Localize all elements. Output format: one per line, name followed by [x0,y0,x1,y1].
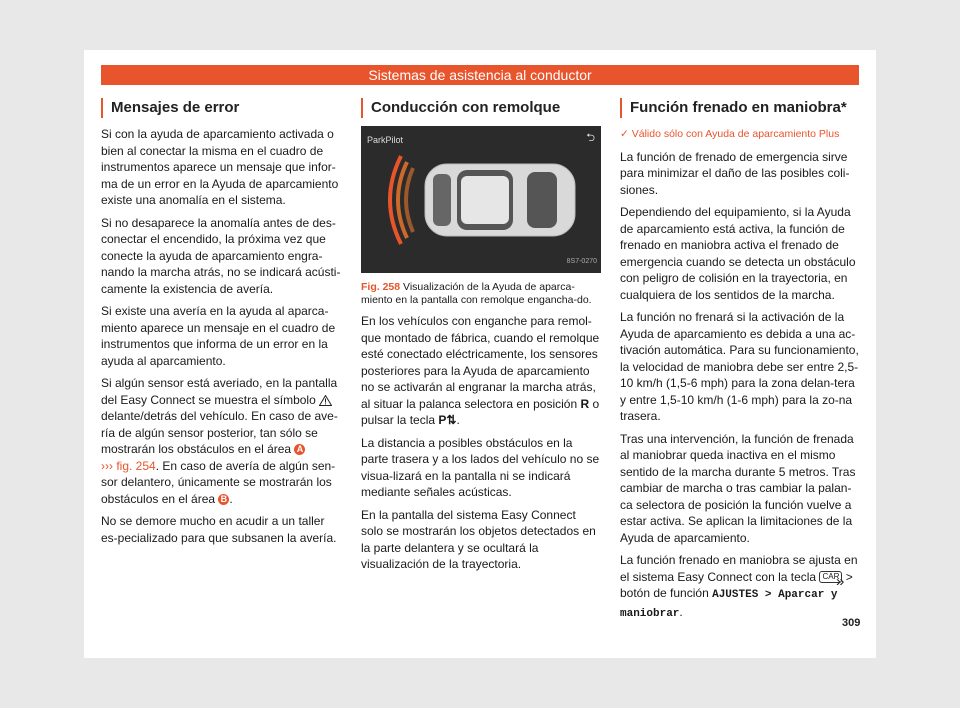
text: > botón de función [620,569,853,600]
car-top-view-illustration [361,126,601,273]
paragraph: Si con la ayuda de aparcamiento activada o bien al conectar la misma en el cuadro de instrumentos aparece un mensaje que infor-ma de un error en la Ayuda de aparcamiento existe una anomalía en el sistema. [101,127,339,207]
validity-note [620,126,860,143]
figure-caption [361,281,601,307]
figure-code: 8S7-0270 [566,257,597,265]
paragraph: La función no frenará si la activación de la Ayuda de aparcamiento es debida a una ac-tivación automática. Para su funcionamiento, la velocidad de maniobra debe ser entre 2,5-10 km/h (1,5-6 mph) para la zona delan-tera y entre 1,5-10 km/h (1-6 mph) para la zo-na trasera. [620,310,859,423]
text: o pulsar la tecla [361,396,600,427]
paragraph: La distancia a posibles obstáculos en la parte trasera y a los lados del vehículo no se visua-lizará en la pantalla ni se indicará mediante señales acústicas. [361,435,600,499]
warning-triangle-icon [319,395,332,406]
park-key-icon: P⇅ [438,413,457,427]
page-number: 309 [842,617,861,629]
figure-label: Fig. 258 [361,281,401,293]
paragraph: La función de frenado de emergencia sirve para minimizar el daño de las posibles coli-siones. [620,149,850,197]
menu-path: AJUSTES > Aparcar y maniobrar [620,589,838,620]
parkpilot-screen-title: ParkPilot [367,135,404,145]
heading-error-messages: Mensajes de error [101,98,341,118]
text: . [229,491,233,506]
cross-ref-arrow: ››› [101,458,113,473]
paragraph: No se demore mucho en acudir a un taller es-pecializado para que subsanen la avería. [101,514,337,545]
column-trailer [361,98,601,579]
parkpilot-figure [361,126,601,273]
section-banner: Sistemas de asistencia al conductor [101,65,859,85]
column-manoeuvre-braking [620,98,860,628]
heading-manoeuvre-braking: Función frenado en maniobra* [620,98,860,118]
check-icon: ✓ [620,128,629,140]
gear-r: R [580,396,590,411]
area-b-badge: B [218,494,229,505]
text: La función frenado en maniobra se ajusta en el sistema Easy Connect con la tecla [620,553,858,584]
continue-icon: » [836,573,845,590]
area-a-badge: A [294,444,305,455]
heading-trailer: Conducción con remolque [361,98,601,118]
column-error-messages [101,98,341,552]
paragraph-sensor-fault [101,375,341,507]
figure-link[interactable]: fig. 254 [116,458,156,473]
text: . En caso de avería de algún sen-sor delantero, únicamente se mostrarán los obstáculos en el área [101,458,336,506]
validity-text: Válido sólo con Ayuda de aparcamiento Plus [631,128,840,140]
paragraph: En la pantalla del sistema Easy Connect solo se mostrarán los objetos detectados en la parte delantera y se ocultará la visualización de la trayectoria. [361,507,596,571]
paragraph: Si existe una avería en la ayuda al aparca-miento aparece un mensaje en el cuadro de instrumentos que informa de un error en la ayuda al aparcamiento. [101,304,336,368]
text: Si algún sensor está averiado, en la pantalla del Easy Connect se muestra el símbolo [101,376,338,407]
text: . [456,413,460,427]
caption-text: Visualización de la Ayuda de aparca-miento en la pantalla con remolque engancha-do. [361,281,592,306]
text: . [679,604,683,619]
text: delante/detrás del vehículo. En caso de ave-ría de algún sensor posterior, tan sólo se mostrarán los obstáculos en el área [101,409,338,456]
text: En los vehículos con enganche para remol-que montado de fábrica, cuando el remolque esté conectado eléctricamente, los sensores posteriores para la Ayuda de aparcamiento no se activarán al engranar la marcha atrás, al situar la palanca selectora en posición [361,314,600,411]
car-key-icon: CAR [819,571,842,583]
back-arrow-icon: ⮌ [586,132,595,144]
paragraph: Si no desaparece la anomalía antes de des-conectar el encendido, la próxima vez que conecte la ayuda de aparcamiento engra-nando la marcha atrás, no se indicará acústi-camente la existencia de avería. [101,215,341,296]
paragraph-trailer-sensors [361,313,601,429]
paragraph: Dependiendo del equipamiento, si la Ayuda de aparcamiento está activa, la función de frenado en maniobra activa el frenado de emergencia cuando se detecta un obstáculo con peligro de colisión en la trayectoria, en cualquiera de los sentidos de la marcha. [620,205,856,302]
paragraph-settings [620,552,860,622]
paragraph: Tras una intervención, la función de frenada al maniobrar queda inactiva en el mismo sentido de la marcha durante 5 metros. Tras cambiar de marcha o tras cambiar la palan-ca selectora de posición la función vuelve a estar activa. Se aplican la limitaciones de la Ayuda de aparcamiento. [620,431,856,545]
